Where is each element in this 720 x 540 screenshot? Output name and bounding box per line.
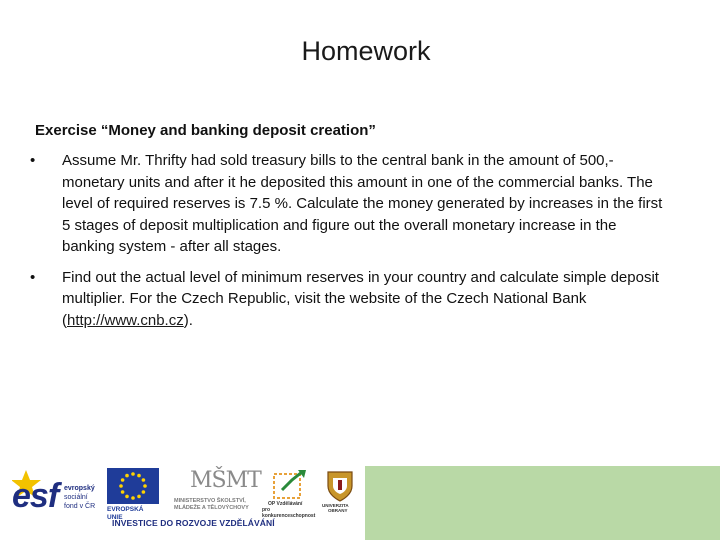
- op-line-1: OP Vzdělávání: [268, 501, 303, 507]
- bullet-marker: •: [30, 268, 36, 286]
- op-arrow-icon: [272, 468, 312, 500]
- university-line-2: OBRANY: [328, 508, 348, 513]
- eu-flag-icon: [107, 468, 159, 504]
- msmt-mark: MŠMT: [190, 468, 261, 493]
- esf-line-2: sociální: [64, 494, 88, 501]
- investice-tagline: INVESTICE DO ROZVOJE VZDĚLÁVÁNÍ: [112, 518, 275, 528]
- esf-logo: [12, 468, 104, 518]
- bullet-text-before: Find out the actual level of minimum reserves in your country and calculate simple deposit multiplier. For the Czech Republic, visit the website of the Czech National Bank (: [62, 268, 659, 329]
- exercise-heading: Exercise “Money and banking deposit creation”: [35, 122, 376, 139]
- msmt-line-2: MLÁDEŽE A TĚLOVÝCHOVY: [174, 505, 249, 511]
- esf-line-1: evropský: [64, 485, 95, 492]
- eu-logo: [107, 468, 159, 521]
- esf-wordmark: esf: [12, 477, 59, 515]
- op-line-2: pro konkurenceschopnost: [262, 507, 316, 519]
- university-logo: [320, 468, 360, 514]
- bullet-item-2: [30, 267, 670, 332]
- esf-line-3: fond v ČR: [64, 503, 96, 510]
- eu-label: EVROPSKÁ UNIE: [107, 506, 144, 521]
- bullet-list: [30, 150, 670, 340]
- bullet-text: Assume Mr. Thrifty had sold treasury bills to the central bank in the amount of 500,- monetary units and after it he deposited this amount in one of the commercial banks. The level of required reserves is 7.5 %. Calculate the money generated by increases in the first 5 stages of deposit multiplication and figure out the overall monetary increase in the banking system - after all stages.: [62, 152, 663, 255]
- op-logo: [262, 468, 318, 519]
- bullet-text-after: ).: [183, 311, 193, 329]
- green-panel: [365, 466, 720, 540]
- university-line-1: UNIVERZITA: [322, 503, 349, 508]
- msmt-logo: [170, 468, 260, 514]
- cnb-link[interactable]: http://www.cnb.cz: [67, 311, 184, 329]
- university-shield-icon: [324, 468, 356, 502]
- bullet-item-1: [30, 150, 670, 258]
- bullet-marker: •: [30, 152, 36, 169]
- slide-title: Homework: [301, 36, 431, 66]
- msmt-line-1: MINISTERSTVO ŠKOLSTVÍ,: [174, 498, 246, 504]
